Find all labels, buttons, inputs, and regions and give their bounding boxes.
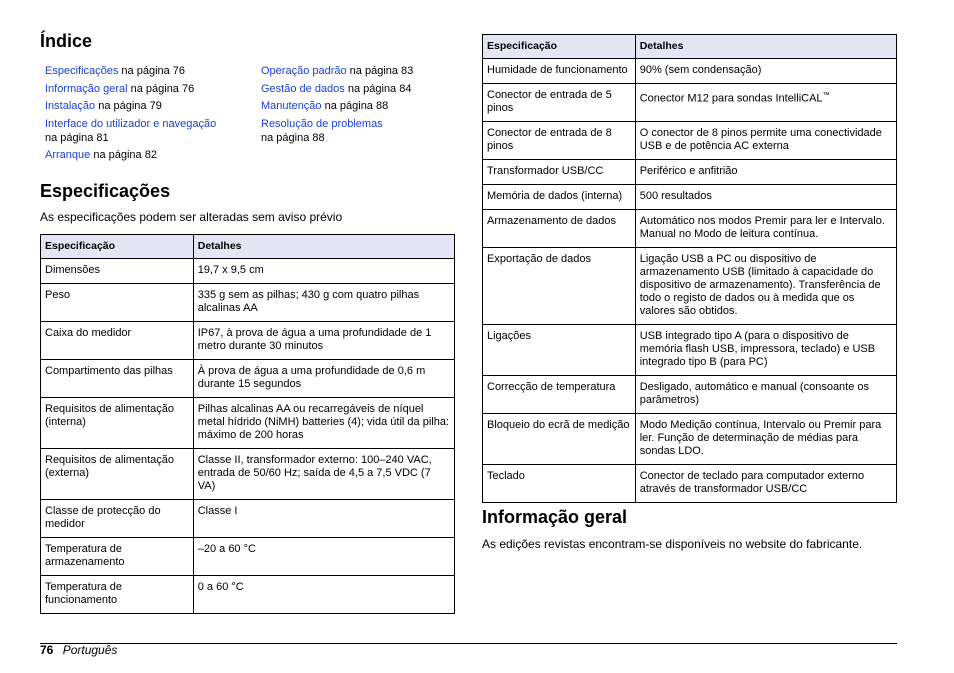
index-link[interactable]: Resolução de problemas	[261, 118, 383, 130]
spec-detail-cell	[193, 284, 454, 322]
index-page-ref: na página 76	[118, 65, 186, 77]
spec-detail-cell	[635, 185, 896, 210]
index-page-ref: na página 79	[95, 100, 162, 112]
spec-name-cell: Conector de entrada de 8 pinos	[483, 122, 636, 160]
spec-name-cell: Peso	[41, 284, 194, 322]
index-entry	[261, 117, 471, 145]
table-row	[41, 398, 455, 449]
spec-detail-text: Automático nos modos Premir para ler e Intervalo. Manual no Modo de leitura contínua.	[639, 215, 885, 240]
spec-detail-cell	[193, 500, 454, 538]
table-row	[483, 84, 897, 122]
spec-detail-cell	[193, 538, 454, 576]
spec-detail-text: 19,7 x 9,5 cm	[197, 264, 264, 276]
spec-detail-text: –20 a 60 °C	[197, 543, 256, 555]
spec-detail-cell	[193, 360, 454, 398]
spec-detail-cell	[193, 322, 454, 360]
specifications-table-1	[40, 234, 455, 614]
spec-detail-cell	[635, 122, 896, 160]
table-row	[483, 248, 897, 325]
table-row	[41, 538, 455, 576]
table-row	[41, 449, 455, 500]
index-entry	[45, 117, 255, 145]
index-page-ref: na página 88	[261, 132, 325, 144]
spec-name-cell: Requisitos de alimentação (externa)	[41, 449, 194, 500]
spec-detail-text: USB integrado tipo A (para o dispositivo de memória flash USB, impressora, teclado) e USB integrado tipo B (para PC)	[639, 330, 876, 368]
index-entry	[45, 99, 255, 113]
table-row	[483, 59, 897, 84]
spec-name-cell: Humidade de funcionamento	[483, 59, 636, 84]
table-row	[483, 465, 897, 503]
spec-detail-cell	[635, 325, 896, 376]
trademark-mark: ™	[822, 92, 830, 99]
spec-detail-text: O conector de 8 pinos permite uma conectividade USB e de potência AC externa	[639, 127, 882, 152]
specifications-table-2	[482, 34, 897, 503]
spec-name-cell: Transformador USB/CC	[483, 160, 636, 185]
table-row	[41, 360, 455, 398]
page-number: 76	[40, 643, 54, 657]
table-header-spec: Especificação	[41, 235, 194, 259]
index-link[interactable]: Gestão de dados	[261, 83, 345, 95]
spec-detail-cell	[635, 84, 896, 122]
spec-detail-cell	[635, 210, 896, 248]
spec-name-cell: Armazenamento de dados	[483, 210, 636, 248]
spec-name-cell: Correcção de temperatura	[483, 376, 636, 414]
index-link[interactable]: Especificações	[45, 65, 119, 77]
general-info-text: As edições revistas encontram-se disponíveis no website do fabricante.	[482, 537, 863, 551]
table-row	[483, 210, 897, 248]
table-row	[41, 322, 455, 360]
table-header-spec: Especificação	[483, 35, 636, 59]
spec-name-cell: Caixa do medidor	[41, 322, 194, 360]
spec-name-cell: Requisitos de alimentação (interna)	[41, 398, 194, 449]
spec-detail-cell	[635, 465, 896, 503]
spec-detail-text: Conector de teclado para computador externo através de transformador USB/CC	[639, 470, 865, 495]
index-page-ref: na página 82	[90, 149, 157, 161]
table-row	[41, 259, 455, 284]
index-entry	[45, 82, 255, 96]
index-page-ref: na página 84	[344, 83, 412, 95]
spec-detail-text: Ligação USB a PC ou dispositivo de armazenamento USB (limitado à capacidade do dispositivo de armazenamento). Transferência de todo o registo de dados ou à medida que os valores são obtidos.	[639, 253, 881, 317]
specifications-title: Especificações	[40, 181, 171, 201]
index-page-ref: na página 83	[346, 65, 414, 77]
spec-detail-cell	[635, 414, 896, 465]
spec-name-cell: Memória de dados (interna)	[483, 185, 636, 210]
spec-detail-text: 500 resultados	[639, 190, 712, 202]
index-entry	[45, 64, 255, 78]
spec-detail-text: Desligado, automático e manual (consoante os parâmetros)	[639, 381, 870, 406]
index-page-ref: na página 88	[321, 100, 389, 112]
table-row	[483, 376, 897, 414]
spec-detail-cell	[193, 398, 454, 449]
spec-name-cell: Bloqueio do ecrã de medição	[483, 414, 636, 465]
spec-name-cell: Ligações	[483, 325, 636, 376]
spec-detail-cell	[635, 160, 896, 185]
spec-detail-text: Classe II, transformador externo: 100–240 VAC, entrada de 50/60 Hz; saída de 4,5 a 7,5 VDC (7 VA)	[197, 454, 432, 492]
index-link[interactable]: Instalação	[45, 100, 96, 112]
index-link[interactable]: Operação padrão	[261, 65, 347, 77]
spec-detail-text: Classe I	[197, 505, 238, 517]
table-row	[483, 414, 897, 465]
spec-detail-text: Pilhas alcalinas AA ou recarregáveis de níquel metal hídrido (NiMH) batteries (4); vida útil da pilha: máximo de 200 horas	[197, 403, 449, 441]
spec-name-cell: Dimensões	[41, 259, 194, 284]
spec-detail-text: Conector M12 para sondas IntelliCAL	[639, 92, 823, 105]
spec-detail-cell	[193, 449, 454, 500]
index-entry	[261, 64, 471, 78]
table-row	[41, 576, 455, 614]
table-header-details: Detalhes	[193, 235, 454, 259]
specifications-intro: As especificações podem ser alteradas sem aviso prévio	[40, 210, 343, 224]
spec-detail-text: 90% (sem condensação)	[639, 64, 762, 76]
spec-detail-text: IP67, à prova de água a uma profundidade de 1 metro durante 30 minutos	[197, 327, 432, 352]
footer-divider	[40, 643, 897, 644]
footer-language: Português	[62, 643, 118, 657]
spec-detail-text: 335 g sem as pilhas; 430 g com quatro pilhas alcalinas AA	[197, 289, 420, 314]
spec-name-cell: Classe de protecção do medidor	[41, 500, 194, 538]
spec-detail-cell	[635, 376, 896, 414]
index-link[interactable]: Informação geral	[45, 83, 128, 95]
spec-detail-cell	[635, 59, 896, 84]
spec-detail-text: Modo Medição contínua, Intervalo ou Premir para ler. Função de determinação de médias para sondas LDO.	[639, 419, 882, 457]
index-title: Índice	[40, 31, 93, 51]
spec-detail-cell	[193, 576, 454, 614]
spec-detail-cell	[635, 248, 896, 325]
table-header-details: Detalhes	[635, 35, 896, 59]
table-row	[41, 284, 455, 322]
spec-detail-text: Periférico e anfitrião	[639, 165, 738, 177]
spec-name-cell: Temperatura de funcionamento	[41, 576, 194, 614]
spec-detail-cell	[193, 259, 454, 284]
spec-name-cell: Compartimento das pilhas	[41, 360, 194, 398]
index-page-ref: na página 81	[45, 132, 109, 144]
table-row	[483, 325, 897, 376]
index-link[interactable]: Manutenção	[261, 100, 322, 112]
index-entry	[261, 82, 471, 96]
general-info-title: Informação geral	[482, 507, 628, 527]
table-row	[41, 500, 455, 538]
table-row	[483, 160, 897, 185]
spec-detail-text: 0 a 60 °C	[197, 581, 244, 593]
page-footer	[40, 643, 117, 657]
table-row	[483, 185, 897, 210]
index-page-ref: na página 76	[127, 83, 195, 95]
index-entry	[45, 148, 255, 162]
spec-name-cell: Exportação de dados	[483, 248, 636, 325]
spec-name-cell: Temperatura de armazenamento	[41, 538, 194, 576]
index-entry	[261, 99, 471, 113]
spec-name-cell: Teclado	[483, 465, 636, 503]
spec-name-cell: Conector de entrada de 5 pinos	[483, 84, 636, 122]
index-link[interactable]: Interface do utilizador e navegação	[45, 118, 217, 130]
spec-detail-text: À prova de água a uma profundidade de 0,6 m durante 15 segundos	[197, 365, 426, 390]
index-link[interactable]: Arranque	[45, 149, 91, 161]
table-row	[483, 122, 897, 160]
